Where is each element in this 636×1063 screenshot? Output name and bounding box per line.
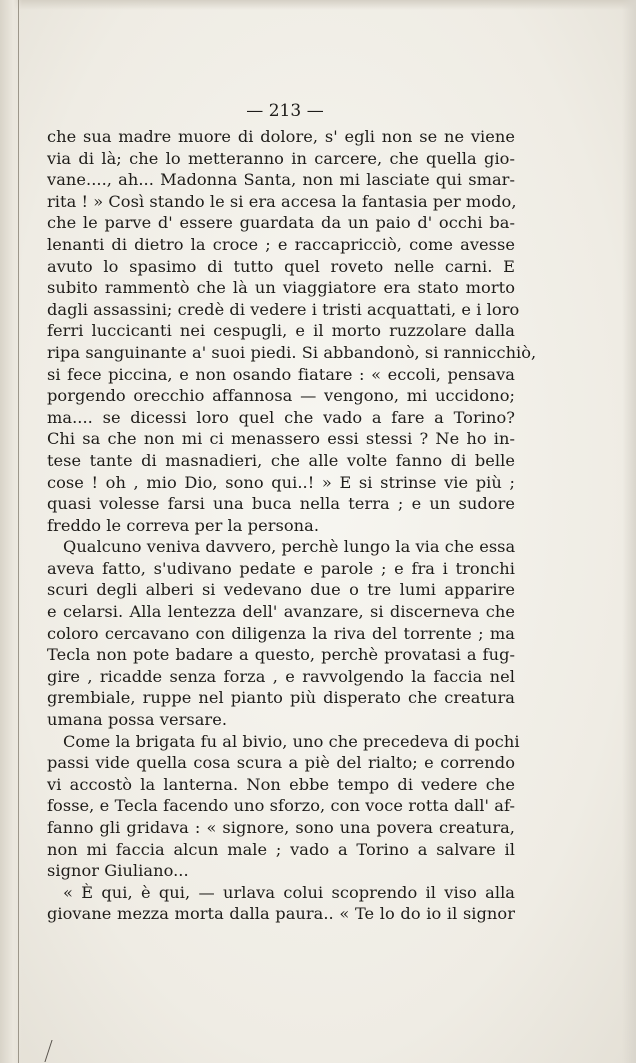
paragraph xyxy=(47,882,515,925)
text-line: si fece piccina, e non osando fiatare : « eccoli, pensava xyxy=(47,364,515,384)
text-line: aveva fatto, s'udivano pedate e parole ; e fra i tronchi xyxy=(47,558,515,578)
paragraph xyxy=(47,126,537,536)
text-line: lenanti di dietro la croce ; e raccapricciò, come avesse xyxy=(47,234,515,254)
right-shadow xyxy=(622,0,636,1063)
text-line: porgendo orecchio affannosa — vengono, mi uccidono; xyxy=(47,386,515,406)
text-line: signor Giuliano... xyxy=(47,861,189,881)
text-line: umana possa versare. xyxy=(47,710,228,730)
page-number: — 213 — xyxy=(246,101,324,121)
text-line: fosse, e Tecla facendo uno sforzo, con voce rotta dall' af- xyxy=(47,796,515,816)
text-line: che sua madre muore di dolore, s' egli non se ne viene xyxy=(47,127,515,146)
paragraph xyxy=(47,536,515,730)
text-line: ripa sanguinante a' suoi piedi. Si abbandonò, si rannicchiò, xyxy=(47,342,537,362)
text-line: passi vide quella cosa scura a piè del rialto; e correndo xyxy=(47,753,515,773)
text-line: non mi faccia alcun male ; vado a Torino a salvare il xyxy=(47,839,515,859)
top-shadow xyxy=(0,0,636,10)
text-line: dagli assassini; credè di vedere i tristi acquattati, e i loro xyxy=(47,299,520,319)
text-line: freddo le correva per la persona. xyxy=(47,515,320,535)
text-line: tese tante di masnadieri, che alle volte fanno di belle xyxy=(47,450,515,470)
binding-rule xyxy=(18,0,19,1063)
text-line: « È qui, è qui, — urlava colui scoprendo il viso alla xyxy=(63,882,515,902)
text-line: Chi sa che non mi ci menassero essi stessi ? Ne ho in- xyxy=(47,429,515,449)
text-line: e celarsi. Alla lentezza dell' avanzare, si discerneva che xyxy=(47,602,515,622)
text-line: coloro cercavano con diligenza la riva del torrente ; ma xyxy=(47,623,515,643)
text-line: fanno gli gridava : « signore, sono una povera creatura, xyxy=(47,818,515,837)
text-line: scuri degli alberi si vedevano due o tre lumi apparire xyxy=(47,580,515,600)
text-line: che le parve d' essere guardata da un paio d' occhi ba- xyxy=(47,213,515,233)
text-line: ma.... se dicessi loro quel che vado a fare a Torino? xyxy=(47,407,515,427)
text-line: avuto lo spasimo di tutto quel roveto nelle carni. E xyxy=(47,256,515,276)
text-block xyxy=(47,96,537,925)
text-line: rita ! » Così stando le si era accesa la fantasia per modo, xyxy=(47,191,517,211)
text-line: vi accostò la lanterna. Non ebbe tempo di vedere che xyxy=(47,774,515,794)
paragraphs xyxy=(47,126,537,925)
text-line: quasi volesse farsi una buca nella terra ; e un sudore xyxy=(47,494,515,514)
text-line: Qualcuno veniva davvero, perchè lungo la via che essa xyxy=(63,537,516,557)
text-line: subito rammentò che là un viaggiatore era stato morto xyxy=(47,278,515,298)
text-line: cose ! oh , mio Dio, sono qui..! » E si strinse vie più ; xyxy=(47,472,515,492)
text-line: grembiale, ruppe nel pianto più disperato che creatura xyxy=(47,688,515,708)
text-line: vane...., ah... Madonna Santa, non mi lasciate qui smar- xyxy=(47,170,515,190)
text-line: giovane mezza morta dalla paura.. « Te lo do io il signor xyxy=(47,904,515,924)
text-line: Come la brigata fu al bivio, uno che precedeva di pochi xyxy=(63,731,520,751)
paragraph xyxy=(47,731,520,882)
text-line: Tecla non pote badare a questo, perchè provatasi a fug- xyxy=(47,645,515,665)
text-line: via di là; che lo metteranno in carcere, che quella gio- xyxy=(47,148,515,168)
text-line: ferri luccicanti nei cespugli, e il morto ruzzolare dalla xyxy=(47,321,515,341)
text-line: gire , ricadde senza forza , e ravvolgendo la faccia nel xyxy=(47,666,515,686)
